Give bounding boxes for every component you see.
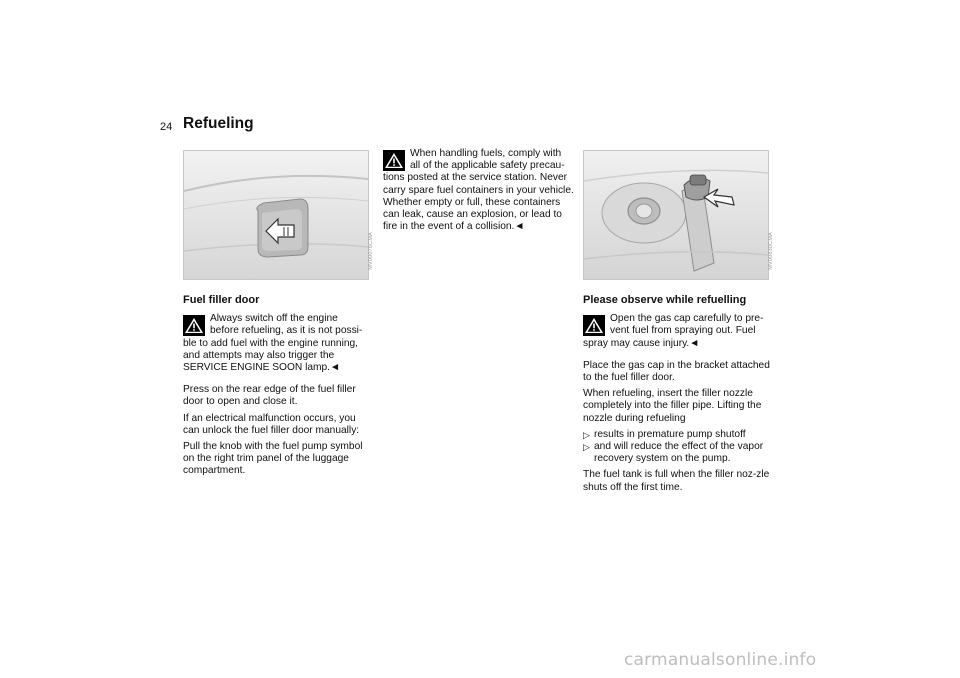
paragraph: The fuel tank is full when the filler noz-zle shuts off the first time.: [583, 469, 770, 493]
figure-code: MV00076CMA: [368, 232, 374, 270]
paragraph: Press on the rear edge of the fuel filler door to open and close it.: [183, 384, 356, 408]
bullet-marker-icon: ▷: [583, 429, 590, 440]
bullet-item: [583, 429, 775, 441]
site-watermark: carmanualsonline.info: [624, 650, 817, 670]
section-heading-refuelling: Please observe while refuelling: [583, 294, 747, 306]
warning-block: [383, 148, 575, 233]
page-title: Refueling: [183, 115, 254, 132]
warning-text-line1: Open the gas cap carefully to pre-: [610, 313, 764, 325]
fuel-door-illustration: [183, 150, 369, 280]
page-number: 24: [160, 121, 173, 133]
warning-triangle-icon: [383, 150, 405, 171]
right-column: [583, 294, 775, 498]
warning-text: all of the applicable safety precau-tions posted at the service station. Never carry spare fuel containers in your vehicle. Whether empty or full, these containers can leak, cause an explosion, or lead to fire in the event of a collision.◄: [383, 160, 574, 233]
warning-text: vent fuel from spraying out. Fuel spray may cause injury.◄: [583, 325, 756, 349]
warning-triangle-icon: [183, 315, 205, 336]
warning-block: [183, 313, 373, 374]
bullet-item: [583, 441, 775, 465]
bullet-text: results in premature pump shutoff: [594, 428, 746, 440]
middle-column: [383, 148, 575, 233]
section-heading-fuel-filler-door: Fuel filler door: [183, 294, 260, 306]
warning-triangle-icon: [583, 315, 605, 336]
warning-block: [583, 313, 775, 350]
warning-text-line1: When handling fuels, comply with: [410, 148, 562, 159]
paragraph: If an electrical malfunction occurs, you can unlock the fuel filler door manually:: [183, 412, 360, 436]
figure-code: MV00830CMA: [768, 232, 774, 270]
paragraph: When refueling, insert the filler nozzle completely into the filler pipe. Lifting the nozzle during refueling: [583, 388, 762, 424]
bullet-text: and will reduce the effect of the vapor recovery system on the pump.: [594, 441, 764, 465]
bullet-marker-icon: ▷: [583, 442, 590, 453]
paragraph: Place the gas cap in the bracket attached to the fuel filler door.: [583, 359, 770, 384]
warning-text-line1: Always switch off the engine: [210, 313, 338, 325]
gas-cap-illustration: [583, 150, 769, 280]
left-column: [183, 294, 373, 482]
paragraph: Pull the knob with the fuel pump symbol on the right trim panel of the luggage compartment.: [183, 441, 363, 477]
warning-text: before refueling, as it is not possi-ble to add fuel with the engine running, and attempts may also trigger the SERVICE ENGINE SOON lamp.◄: [183, 325, 363, 374]
